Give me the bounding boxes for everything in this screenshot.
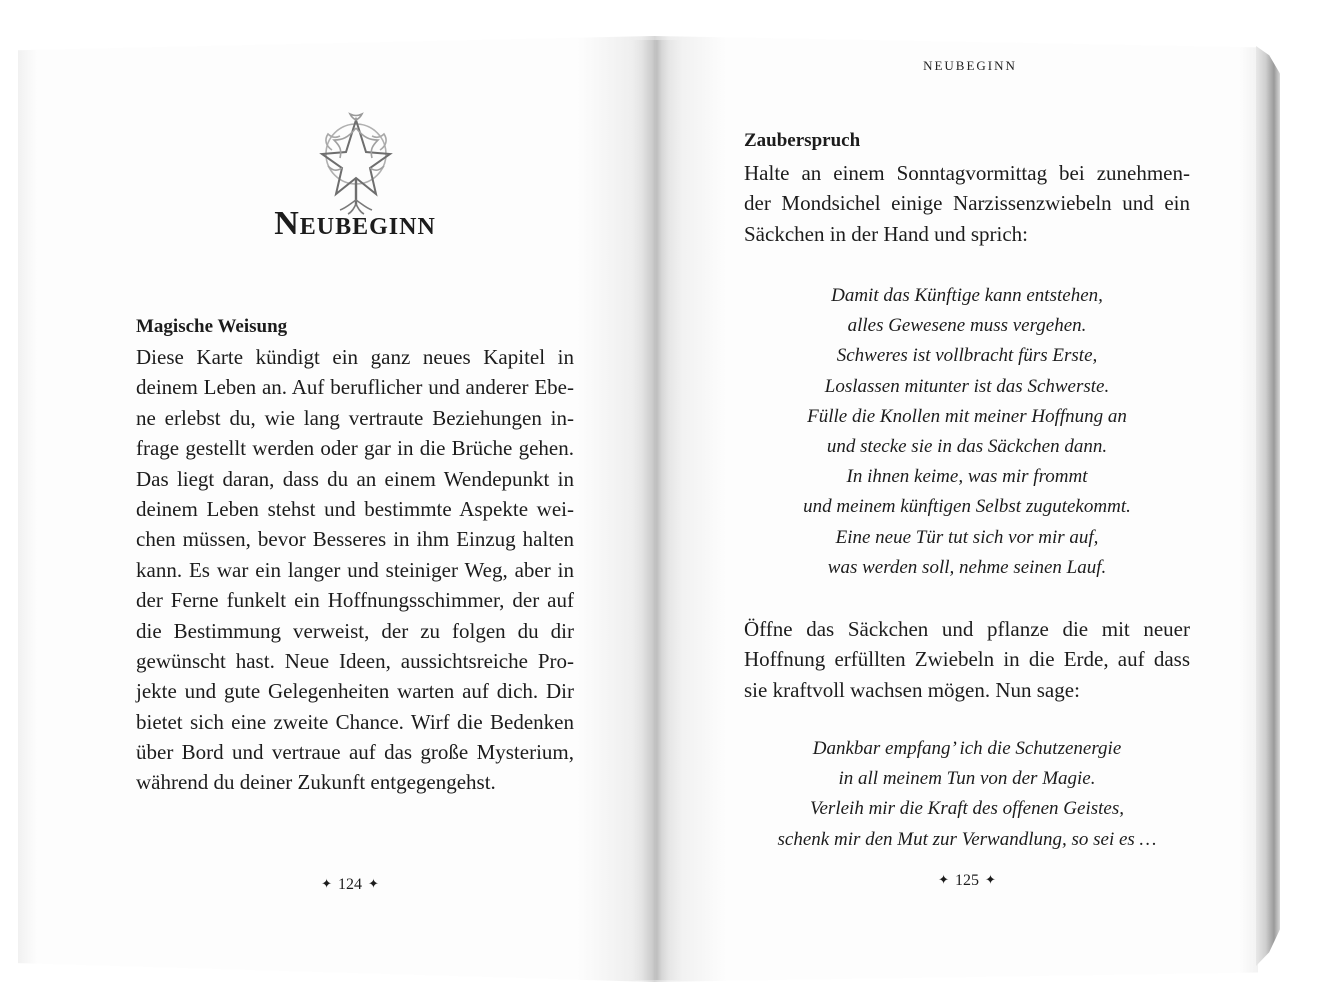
intro-paragraph bbox=[744, 158, 1190, 249]
pentagram-tree-emblem-icon bbox=[312, 110, 400, 220]
text-line: chen müssen, bevor Besseres in ihm Einzug halten bbox=[136, 527, 574, 552]
verse-line: Schweres ist vollbracht fürs Erste, bbox=[836, 345, 1098, 367]
page-number-left bbox=[305, 876, 395, 894]
text-line: die Bestimmung verweist, der zu folgen du dir bbox=[136, 618, 574, 643]
page-number: 125 bbox=[955, 872, 979, 889]
verse-line: und stecke sie in das Säckchen dann. bbox=[826, 435, 1108, 457]
text-line: sie kraftvoll wachsen mögen. Nun sage: bbox=[744, 677, 1080, 702]
star-ornament-icon: ✦ bbox=[321, 876, 332, 891]
text-line: bietet sich eine zweite Chance. Wirf die Bedenken bbox=[136, 709, 574, 734]
verse-line: Verleih mir die Kraft des offenen Geistes, bbox=[810, 798, 1124, 820]
text-line: ne erlebst du, wie lang vertraute Beziehungen in- bbox=[136, 405, 574, 430]
text-line: Säckchen in der Hand und sprich: bbox=[744, 221, 1029, 246]
text-line: über Bord und vertraue auf das große Mysterium, bbox=[136, 740, 574, 765]
text-line: deinem Leben stehst und bestimmte Aspekte wei- bbox=[136, 496, 574, 521]
running-head: NEUBEGINN bbox=[923, 58, 1017, 73]
verse-line: Eine neue Tür tut sich vor mir auf, bbox=[835, 526, 1099, 548]
text-line: während du deiner Zukunft entgegengehst. bbox=[136, 770, 496, 795]
star-ornament-icon: ✦ bbox=[938, 872, 949, 887]
verse-line: schenk mir den Mut zur Verwandlung, so sei es … bbox=[777, 828, 1157, 850]
verse-line: Damit das Künftige kann entstehen, bbox=[831, 285, 1103, 306]
page-number-right bbox=[922, 872, 1012, 890]
text-line: Das liegt daran, dass du an einem Wendepunkt in bbox=[136, 466, 574, 491]
text-line: gewünscht hast. Neue Ideen, aussichtsreiche Pro- bbox=[136, 648, 574, 673]
left-paragraph bbox=[136, 342, 574, 798]
text-line: jekte und gute Gelegenheiten warten auf dich. Dir bbox=[136, 679, 574, 704]
verse-line: und meinem künftigen Selbst zugutekommt. bbox=[803, 496, 1131, 518]
star-ornament-icon: ✦ bbox=[368, 876, 379, 891]
verse-two bbox=[744, 734, 1190, 855]
text-line: frage gestellt werden oder gar in die Brüche gehen. bbox=[136, 436, 574, 461]
verse-line: in all meinem Tun von der Magie. bbox=[838, 768, 1096, 790]
section-heading-zauberspruch: Zauberspruch bbox=[744, 130, 861, 151]
verse-line: alles Gewesene muss vergehen. bbox=[847, 315, 1087, 337]
page-number: 124 bbox=[338, 876, 362, 893]
verse-line: Loslassen mitunter ist das Schwerste. bbox=[824, 375, 1110, 397]
text-line: deinem Leben an. Auf beruflicher und anderer Ebe- bbox=[136, 375, 574, 400]
text-line: Diese Karte kündigt ein ganz neues Kapitel in bbox=[136, 345, 574, 369]
chapter-title: Neubeginn bbox=[274, 205, 436, 242]
text-line: kann. Es war ein langer und steiniger Weg, aber in bbox=[136, 557, 574, 582]
text-line: Öffne das Säckchen und pflanze die mit neuer bbox=[744, 617, 1190, 641]
text-line: Hoffnung erfüllten Zwiebeln in die Erde, auf dass bbox=[744, 647, 1190, 672]
text-line: Halte an einem Sonntagvormittag bei zunehmen- bbox=[744, 161, 1190, 185]
text-line: der Ferne funkelt ein Hoffnungsschimmer, der auf bbox=[136, 588, 574, 613]
verse-one bbox=[744, 281, 1190, 583]
page-block-edge bbox=[1256, 46, 1280, 966]
middle-paragraph bbox=[744, 614, 1190, 705]
text-line: der Mondsichel einige Narzissenzwiebeln und ein bbox=[744, 191, 1190, 216]
star-ornament-icon: ✦ bbox=[985, 872, 996, 887]
section-heading-magische-weisung: Magische Weisung bbox=[136, 316, 288, 337]
verse-line: Dankbar empfang’ ich die Schutzenergie bbox=[812, 738, 1122, 759]
verse-line: Fülle die Knollen mit meiner Hoffnung an bbox=[807, 405, 1127, 427]
book-spine bbox=[632, 40, 682, 980]
verse-line: In ihnen keime, was mir frommt bbox=[846, 466, 1088, 488]
verse-line: was werden soll, nehme seinen Lauf. bbox=[827, 556, 1107, 578]
